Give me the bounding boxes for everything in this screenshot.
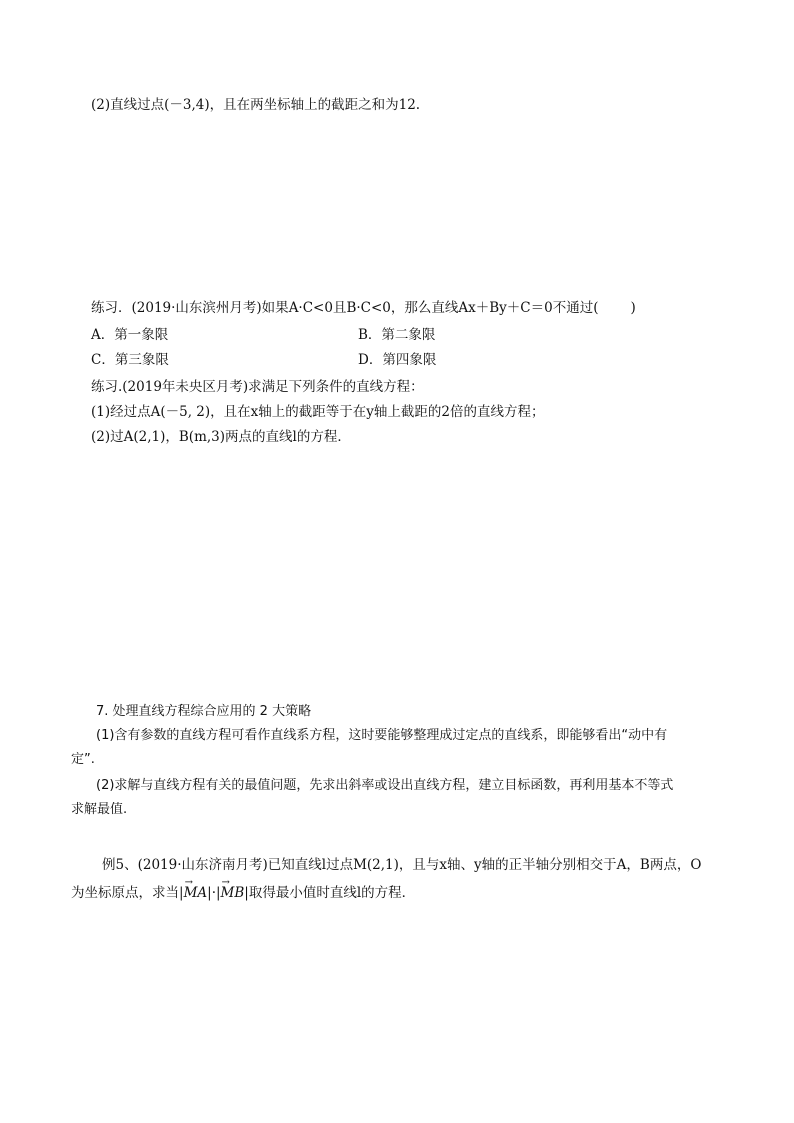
practice-2-item-1: (1)经过点A(－5, 2)，且在x轴上的截距等于在y轴上截距的2倍的直线方程； xyxy=(91,404,545,420)
example-5-line2 xyxy=(71,884,415,902)
option-b: B．第二象限 xyxy=(358,327,436,343)
example-5-line2-suffix: |取得最小值时直线l的方程． xyxy=(244,885,416,901)
example-5-line2-mid: |·| xyxy=(207,885,221,901)
practice-1-close-paren: ) xyxy=(630,300,636,316)
strategy-heading: 7. 处理直线方程综合应用的 2 大策略 xyxy=(96,704,312,719)
strategy-p1-line1: (1)含有参数的直线方程可看作直线系方程，这时要能够整理成过定点的直线系，即能够看出“动中有 xyxy=(96,728,668,743)
practice-2-item-2: (2)过A(2,1)，B(m,3)两点的直线l的方程． xyxy=(91,429,351,445)
option-a: A．第一象限 xyxy=(91,327,169,343)
option-d: D．第四象限 xyxy=(358,352,437,368)
practice-1-prefix: 练习．(2019·山东滨州月考)如果 xyxy=(91,300,289,316)
option-c: C．第三象限 xyxy=(91,352,169,368)
practice-2-title: 练习.(2019年未央区月考)求满足下列条件的直线方程： xyxy=(91,379,424,395)
vector-ma: → MA xyxy=(184,884,208,902)
strategy-p1-line2: 定”. xyxy=(71,752,95,767)
practice-1-condition: A·C<0且B·C<0，那么直线Ax＋By＋C＝0不通过( xyxy=(288,300,599,316)
strategy-p2-line2: 求解最值. xyxy=(71,802,128,817)
example-5-line1: 例5、(2019·山东济南月考)已知直线l过点M(2,1)，且与x轴、y轴的正半轴分别相交于A，B两点，O xyxy=(102,857,702,873)
example-5-line2-prefix: 为坐标原点，求当| xyxy=(71,885,184,901)
strategy-p2-line1: (2)求解与直线方程有关的最值问题，先求出斜率或设出直线方程，建立目标函数，再利用基本不等式 xyxy=(96,778,674,793)
vector-mb: → MB xyxy=(221,884,245,902)
practice-1-stem xyxy=(91,299,636,317)
question-2-line: (2)直线过点(－3,4)，且在两坐标轴上的截距之和为12. xyxy=(91,97,421,113)
